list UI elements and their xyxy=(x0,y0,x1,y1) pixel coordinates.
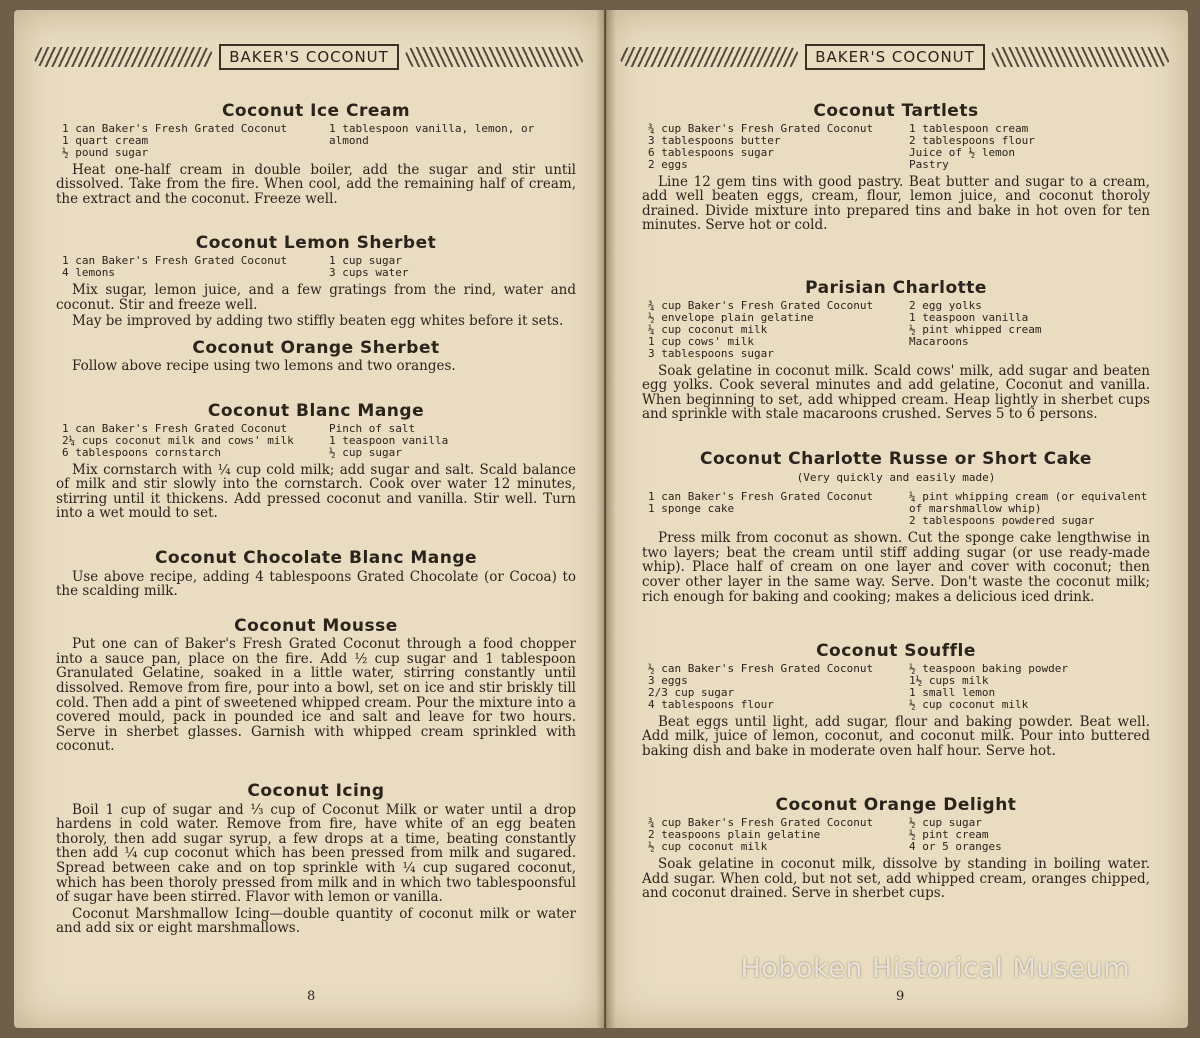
ingredient-item: 1 can Baker's Fresh Grated Coconut xyxy=(648,490,874,504)
ingredient-item: 1 can Baker's Fresh Grated Coconut xyxy=(62,121,288,135)
ingredient-list xyxy=(62,423,576,459)
page-number-right: 9 xyxy=(896,989,905,1004)
fern-ornament-right xyxy=(405,47,584,67)
recipe-coconut-tartlets xyxy=(642,101,1150,234)
recipe-title: Coconut Blanc Mange xyxy=(207,400,425,421)
ingredient-list xyxy=(648,300,1150,360)
ingredient-item: 3 tablespoons butter xyxy=(648,133,781,147)
ingredient-item: ½ teaspoon baking powder xyxy=(909,661,1068,675)
ingredient-column-right xyxy=(329,255,576,279)
ingredient-item: 2 tablespoons flour xyxy=(909,133,1035,147)
ingredient-item: 1 cup sugar xyxy=(329,253,402,267)
watermark: Hoboken Historical Museum xyxy=(740,953,1130,984)
ingredient-item: 1 small lemon xyxy=(909,685,996,699)
header-title-left: BAKER'S COCONUT xyxy=(219,44,399,70)
recipe-coconut-chocolate-blanc-mange xyxy=(56,547,576,600)
recipe-instructions: Put one can of Baker's Fresh Grated Coconut through a food chopper into a sauce pan, place on the fire. Add ½ cup sugar and 1 tablespoon Granulated Gelatine, soaked in a little water, stirring constantly until dissolved. Remove from fire, pour into a bowl, set on ice and stir briskly till cold. Then add a pint of sweetened whipped cream. Pour the mixture into a covered mould, pack in pounded ice and salt and leave for two hours. Serve in sherbet glasses. Garnish with whipped cream sprinkled with coconut. xyxy=(56,636,576,755)
ingredient-list xyxy=(648,123,1150,171)
ingredient-item: ½ pound sugar xyxy=(62,145,149,159)
recipe-instructions: Press milk from coconut as shown. Cut the sponge cake lengthwise in two layers; beat the cream until stiff adding sugar (or use ready-made whip). Place half of cream on one layer and cover with coconut; then cover other layer in the same way. Serve. Don't waste the coconut milk; rich enough for baking and cooking; makes a delicious iced drink. xyxy=(642,530,1150,605)
recipe-instructions: Soak gelatine in coconut milk, dissolve by standing in boiling water. Add sugar. When cold, but not set, add whipped cream, oranges chipped, and coconut drained. Serve in sherbet cups. xyxy=(642,856,1150,902)
right-page-content xyxy=(642,101,1150,903)
ingredient-item: 2/3 cup sugar xyxy=(648,685,735,699)
ingredient-column-left xyxy=(648,663,889,711)
ingredient-item: ½ cup coconut milk xyxy=(648,840,768,854)
ingredient-item: 2 eggs xyxy=(648,157,688,171)
recipe-coconut-lemon-sherbet xyxy=(56,233,576,330)
header-title-right: BAKER'S COCONUT xyxy=(805,44,985,70)
recipe-title: Parisian Charlotte xyxy=(805,277,987,298)
recipe-subtitle: (Very quickly and easily made) xyxy=(796,470,996,484)
left-page-content xyxy=(56,101,576,938)
recipe-instructions: May be improved by adding two stiffly beaten egg whites before it sets. xyxy=(72,313,564,330)
ingredient-item: 1 teaspoon vanilla xyxy=(909,310,1029,324)
ingredient-item: 1 quart cream xyxy=(62,133,149,147)
recipe-coconut-orange-sherbet xyxy=(56,337,576,375)
ingredient-item: 1 sponge cake xyxy=(648,502,735,516)
ingredient-item: 3 tablespoons sugar xyxy=(648,346,774,360)
ingredient-list xyxy=(648,491,1150,527)
recipe-instructions: Mix cornstarch with ¼ cup cold milk; add sugar and salt. Scald balance of milk and stir slowly into the cornstarch. Cook over water 12 minutes, stirring until it thickens. Add pressed coconut and vanilla. Stir well. Turn into a wet mould to set. xyxy=(56,461,576,522)
book-gutter xyxy=(596,10,616,1028)
ingredient-item: 6 tablespoons sugar xyxy=(648,145,774,159)
ingredient-item: 1 tablespoon vanilla, lemon, or xyxy=(329,121,535,135)
ingredient-item: ¾ cup Baker's Fresh Grated Coconut xyxy=(648,816,874,830)
recipe-coconut-icing xyxy=(56,781,576,937)
right-page xyxy=(606,10,1188,1028)
recipe-coconut-mousse xyxy=(56,615,576,755)
recipe-instructions: Follow above recipe using two lemons and two oranges. xyxy=(72,358,456,375)
recipe-coconut-charlotte-russe xyxy=(642,448,1150,605)
ingredient-column-left xyxy=(648,817,889,853)
ingredient-list xyxy=(648,817,1150,853)
ingredient-item: 4 or 5 oranges xyxy=(909,840,1002,854)
ingredient-item: 1 can Baker's Fresh Grated Coconut xyxy=(62,421,288,435)
recipe-coconut-orange-delight xyxy=(642,795,1150,902)
recipe-instructions: Beat eggs until light, add sugar, flour and baking powder. Beat well. Add milk, juice of lemon, coconut, and coconut milk. Pour into buttered baking dish and bake in moderate oven half hour. Serve hot. xyxy=(642,713,1150,759)
ingredient-list xyxy=(62,255,576,279)
ingredient-column-right xyxy=(909,491,1150,527)
ingredient-item: 1 tablespoon cream xyxy=(909,121,1029,135)
recipe-title: Coconut Orange Delight xyxy=(775,795,1017,816)
ingredient-column-right xyxy=(329,123,576,159)
recipe-title: Coconut Lemon Sherbet xyxy=(195,233,437,254)
ingredient-item: 4 tablespoons flour xyxy=(648,697,774,711)
recipe-instructions: Mix sugar, lemon juice, and a few gratings from the rind, water and coconut. Stir and freeze well. xyxy=(56,281,576,313)
recipe-coconut-blanc-mange xyxy=(56,400,576,522)
ingredient-column-left xyxy=(62,255,309,279)
ingredient-item: ½ cup coconut milk xyxy=(909,697,1029,711)
right-page-header xyxy=(620,40,1170,74)
ingredient-item: 3 eggs xyxy=(648,673,688,687)
ingredient-column-right xyxy=(329,423,576,459)
ingredient-item: ½ cup sugar xyxy=(909,816,982,830)
recipe-title: Coconut Ice Cream xyxy=(221,101,411,121)
left-page xyxy=(14,10,604,1028)
recipe-title: Coconut Mousse xyxy=(234,615,398,636)
ingredient-list xyxy=(648,663,1150,711)
ingredient-column-left xyxy=(648,300,889,360)
recipe-coconut-souffle xyxy=(642,641,1150,759)
ingredient-item: 1 cup cows' milk xyxy=(648,334,754,348)
ingredient-item: Macaroons xyxy=(909,334,969,348)
ingredient-item: ½ pint whipped cream xyxy=(909,322,1042,336)
ingredient-column-right xyxy=(909,123,1150,171)
left-page-header xyxy=(34,40,584,74)
ingredient-column-left xyxy=(62,423,309,459)
recipe-instructions: Heat one-half cream in double boiler, add the sugar and stir until dissolved. Take from the fire. When cool, add the remaining half of cream, the extract and the coconut. Freeze well. xyxy=(56,161,576,207)
recipe-title: Coconut Chocolate Blanc Mange xyxy=(154,547,478,568)
ingredient-item: Pinch of salt xyxy=(329,421,416,435)
fern-ornament-left xyxy=(620,47,799,67)
ingredient-column-right xyxy=(909,663,1150,711)
ingredient-column-right xyxy=(909,300,1150,360)
ingredient-item: Juice of ½ lemon xyxy=(909,145,1015,159)
fern-ornament-left xyxy=(34,47,213,67)
ingredient-item: 1 teaspoon vanilla xyxy=(329,433,449,447)
ingredient-item: 1 can Baker's Fresh Grated Coconut xyxy=(62,253,288,267)
ingredient-item: ¼ cup coconut milk xyxy=(648,322,768,336)
ingredient-item: ¾ cup Baker's Fresh Grated Coconut xyxy=(648,298,874,312)
ingredient-item: 2 egg yolks xyxy=(909,298,982,312)
recipe-title: Coconut Tartlets xyxy=(813,101,979,121)
recipe-coconut-ice-cream xyxy=(56,101,576,207)
page-number-left: 8 xyxy=(307,989,316,1004)
ingredient-item: 1½ cups milk xyxy=(909,673,989,687)
ingredient-item: Pastry xyxy=(909,157,949,171)
ingredient-item: 2 teaspoons plain gelatine xyxy=(648,828,821,842)
ingredient-item: 2 tablespoons powdered sugar xyxy=(909,514,1095,528)
ingredient-item: 3 cups water xyxy=(329,265,409,279)
recipe-title: Coconut Icing xyxy=(247,781,385,802)
ingredient-item: almond xyxy=(329,133,369,147)
recipe-title: Coconut Souffle xyxy=(816,641,976,662)
ingredient-column-left xyxy=(648,123,889,171)
recipe-instructions: Line 12 gem tins with good pastry. Beat butter and sugar to a cream, add well beaten eggs, cream, flour, lemon juice, and coconut thoroly drained. Divide mixture into prepared tins and bake in hot oven for ten minutes. Serve hot or cold. xyxy=(642,173,1150,234)
ingredient-item: ½ pint cream xyxy=(909,828,989,842)
ingredient-column-left xyxy=(62,123,309,159)
ingredient-column-right xyxy=(909,817,1150,853)
ingredient-item: ½ can Baker's Fresh Grated Coconut xyxy=(648,661,874,675)
ingredient-item: ¾ cup Baker's Fresh Grated Coconut xyxy=(648,121,874,135)
recipe-instructions: Coconut Marshmallow Icing—double quantity of coconut milk or water and add six or eight marshmallows. xyxy=(56,905,576,937)
ingredient-item: 6 tablespoons cornstarch xyxy=(62,445,221,459)
recipe-parisian-charlotte xyxy=(642,277,1150,423)
ingredient-list xyxy=(62,123,576,159)
ingredient-item: ½ envelope plain gelatine xyxy=(648,310,814,324)
ingredient-item: 4 lemons xyxy=(62,265,115,279)
recipe-instructions: Boil 1 cup of sugar and ⅓ cup of Coconut Milk or water until a drop hardens in cold water. Remove from fire, have white of an egg beaten thoroly, then add sugar syrup, a few drops at a time, beating constantly then add ¼ cup coconut which has been pressed from milk and sugared. Spread between cake and on top sprinkle with ¼ cup sugared coconut, which has been thoroly pressed from milk and in which two tablespoonsful of sugar have been stirred. Flavor with lemon or vanilla. xyxy=(56,801,576,906)
recipe-instructions: Soak gelatine in coconut milk. Scald cows' milk, add sugar and beaten egg yolks. Cook several minutes and add gelatine, Coconut and vanilla. When beginning to set, add whipped cream. Heap lightly in sherbet cups and sprinkle with stale macaroons crushed. Serves 5 to 6 persons. xyxy=(642,362,1150,423)
ingredient-item: ¼ pint whipping cream (or equivalent of marshmallow whip) xyxy=(909,490,1148,516)
recipe-title: Coconut Orange Sherbet xyxy=(192,337,440,358)
ingredient-item: 2¼ cups coconut milk and cows' milk xyxy=(62,433,294,447)
ingredient-item: ½ cup sugar xyxy=(329,445,402,459)
fern-ornament-right xyxy=(991,47,1170,67)
recipe-title: Coconut Charlotte Russe or Short Cake xyxy=(700,448,1092,469)
recipe-instructions: Use above recipe, adding 4 tablespoons Grated Chocolate (or Cocoa) to the scalding milk. xyxy=(56,568,576,600)
ingredient-column-left xyxy=(648,491,889,527)
